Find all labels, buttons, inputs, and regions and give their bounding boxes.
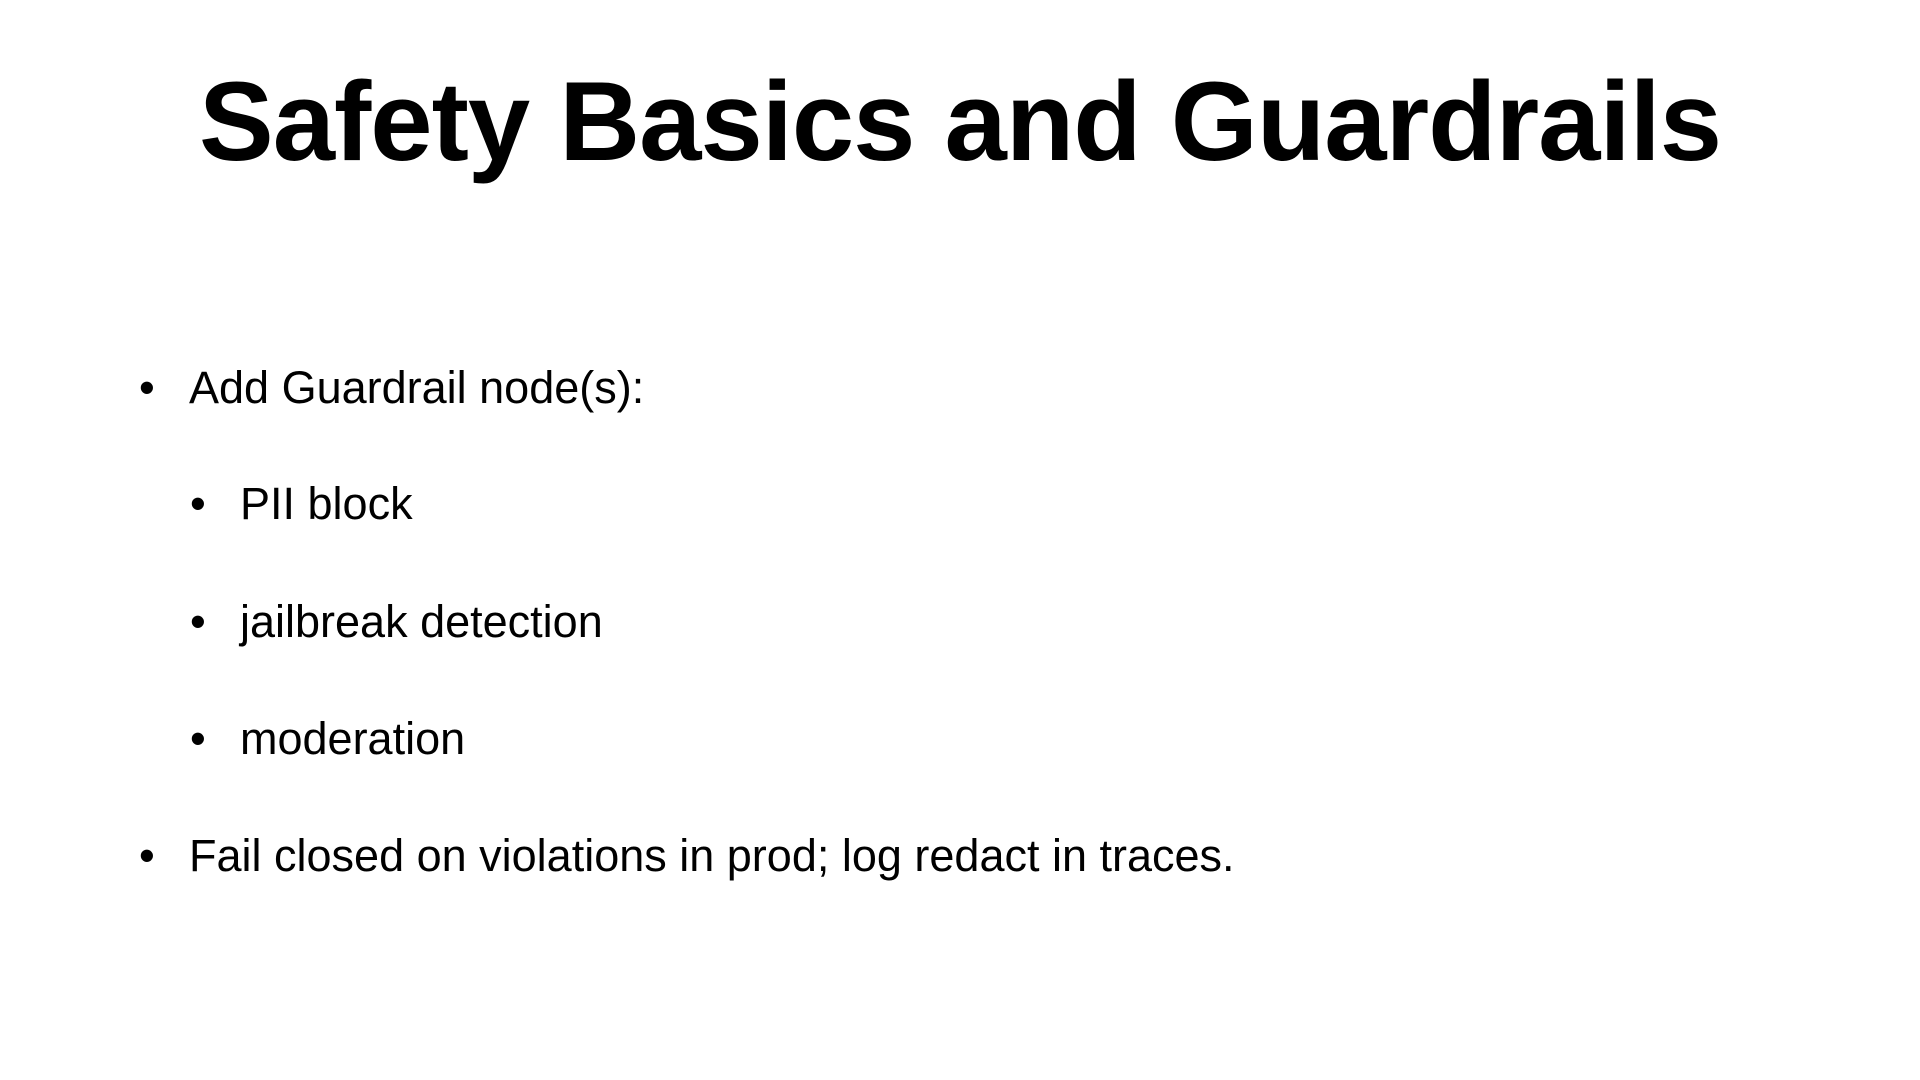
bullet-text: jailbreak detection (240, 596, 603, 647)
bullet-marker: • (190, 596, 206, 647)
bullet-text: Fail closed on violations in prod; log redact in traces. (189, 830, 1235, 881)
bullet-marker: • (190, 713, 206, 764)
bullet-marker: • (139, 830, 155, 881)
bullet-text: Add Guardrail node(s): (189, 362, 645, 413)
bullet-text: moderation (240, 713, 466, 764)
bullet-marker: • (139, 362, 155, 413)
bullet-marker: • (190, 478, 206, 529)
slide-title: Safety Basics and Guardrails (198, 59, 1721, 184)
bullet-text: PII block (240, 478, 413, 529)
